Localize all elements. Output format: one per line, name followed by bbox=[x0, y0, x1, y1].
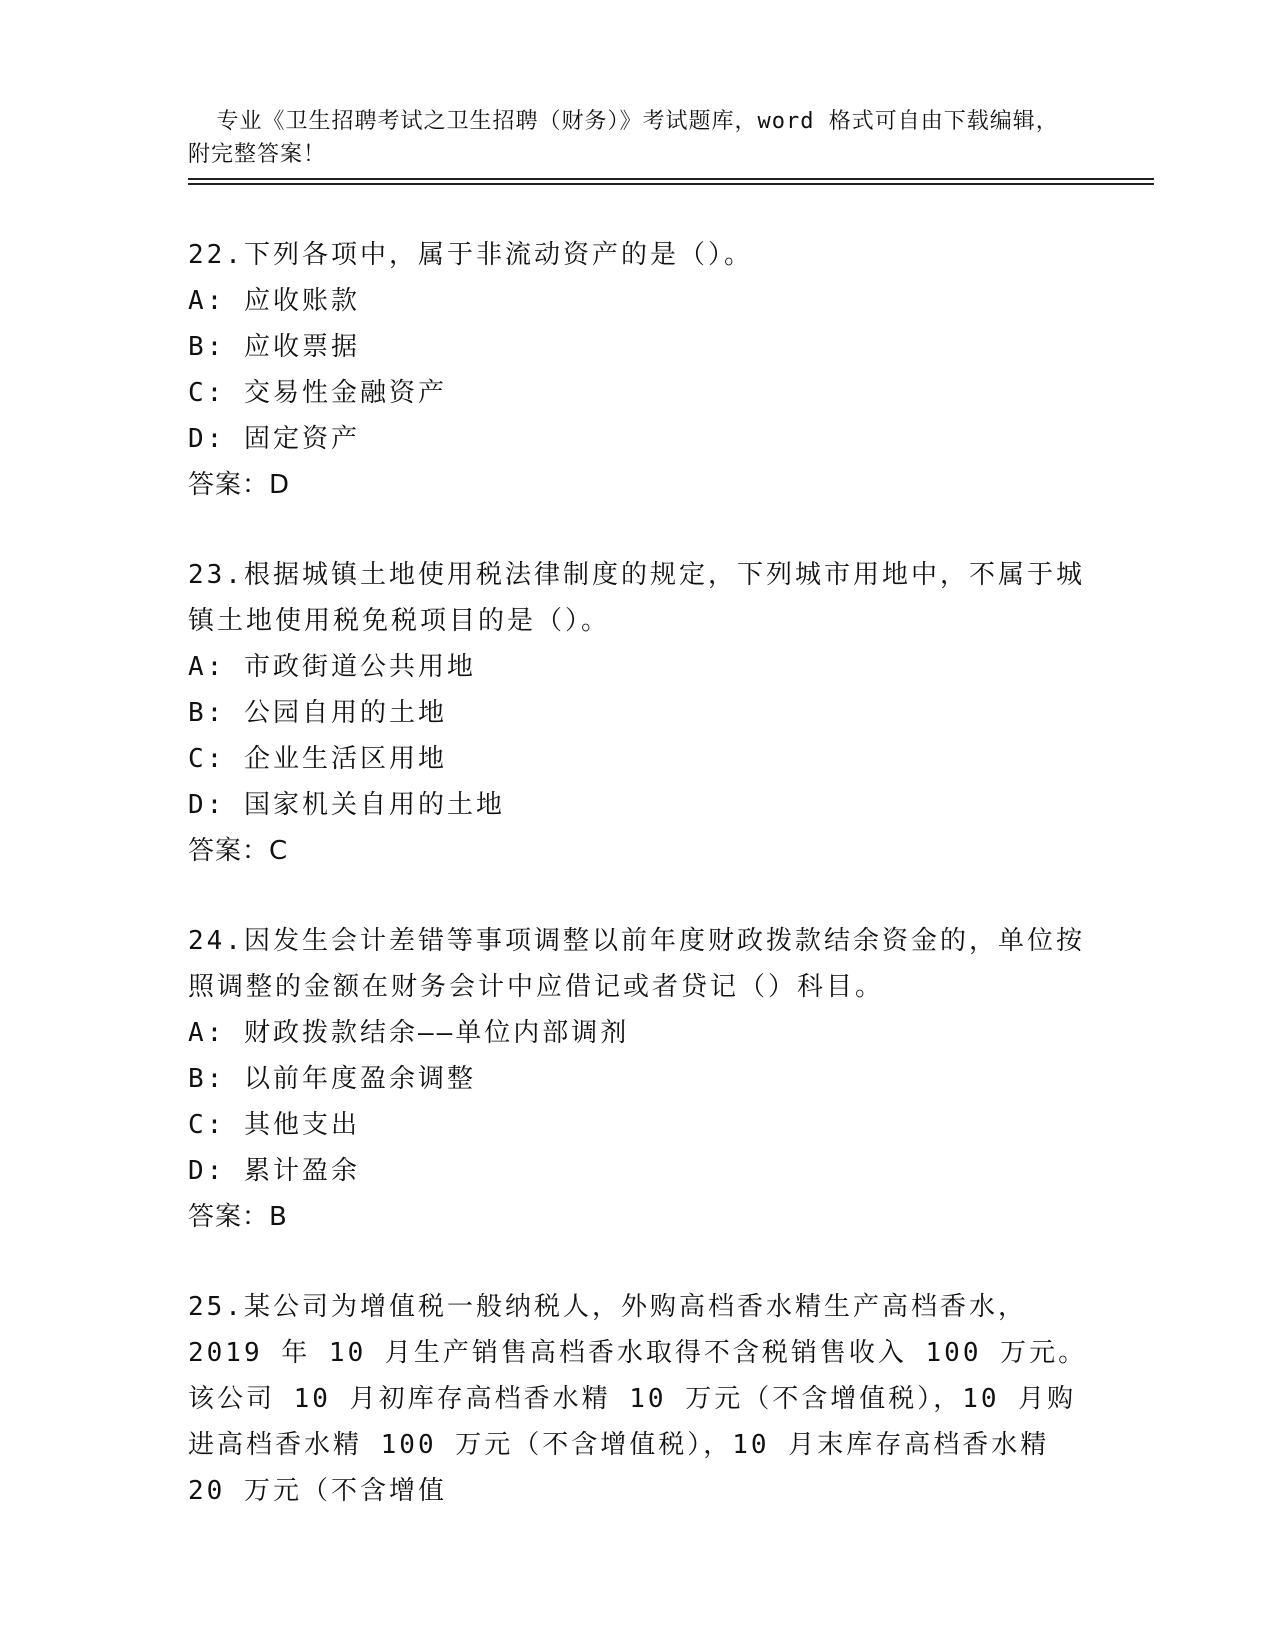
header-divider-top bbox=[188, 178, 1154, 180]
option-b: B: 以前年度盈余调整 bbox=[188, 1064, 476, 1094]
option-d: D: 累计盈余 bbox=[188, 1156, 360, 1186]
question-stem: 25.某公司为增值税一般纳税人，外购高档香水精生产高档香水，2019 年 10 月生产销售高档香水取得不含税销售收入 100 万元。该公司 10 月初库存高档香水精 10 万元（不含增值税），10 月购进高档香水精 100 万元（不含增值税），10 月末库存高档香水精 20 万元（不含增值 bbox=[188, 1292, 1088, 1506]
answer-line: 答案：D bbox=[188, 470, 291, 500]
question-stem: 24.因发生会计差错等事项调整以前年度财政拨款结余资金的，单位按照调整的金额在财务会计中应借记或者贷记（）科目。 bbox=[188, 926, 1085, 1002]
header-divider-bottom bbox=[188, 183, 1154, 185]
option-c: C: 企业生活区用地 bbox=[188, 744, 447, 774]
answer-line: 答案：B bbox=[188, 1202, 288, 1232]
option-a: A: 应收账款 bbox=[188, 286, 360, 316]
question-list bbox=[188, 232, 1088, 1558]
option-b: B: 应收票据 bbox=[188, 332, 360, 362]
question-23 bbox=[188, 552, 1088, 874]
header-text: 专业《卫生招聘考试之卫生招聘（财务）》考试题库，word 格式可自由下载编辑，附完整答案！ bbox=[188, 109, 1059, 167]
question-24 bbox=[188, 918, 1088, 1240]
option-d: D: 国家机关自用的土地 bbox=[188, 790, 505, 820]
option-c: C: 其他支出 bbox=[188, 1110, 360, 1140]
question-25 bbox=[188, 1284, 1088, 1514]
option-b: B: 公园自用的土地 bbox=[188, 698, 447, 728]
question-22 bbox=[188, 232, 1088, 508]
option-c: C: 交易性金融资产 bbox=[188, 378, 447, 408]
document-header bbox=[188, 72, 1068, 171]
option-a: A: 市政街道公共用地 bbox=[188, 652, 476, 682]
question-stem: 22.下列各项中，属于非流动资产的是（）。 bbox=[188, 240, 753, 270]
question-stem: 23.根据城镇土地使用税法律制度的规定，下列城市用地中，不属于城镇土地使用税免税项目的是（）。 bbox=[188, 560, 1085, 636]
option-a: A: 财政拨款结余——单位内部调剂 bbox=[188, 1018, 630, 1048]
option-d: D: 固定资产 bbox=[188, 424, 360, 454]
answer-line: 答案：C bbox=[188, 836, 289, 866]
